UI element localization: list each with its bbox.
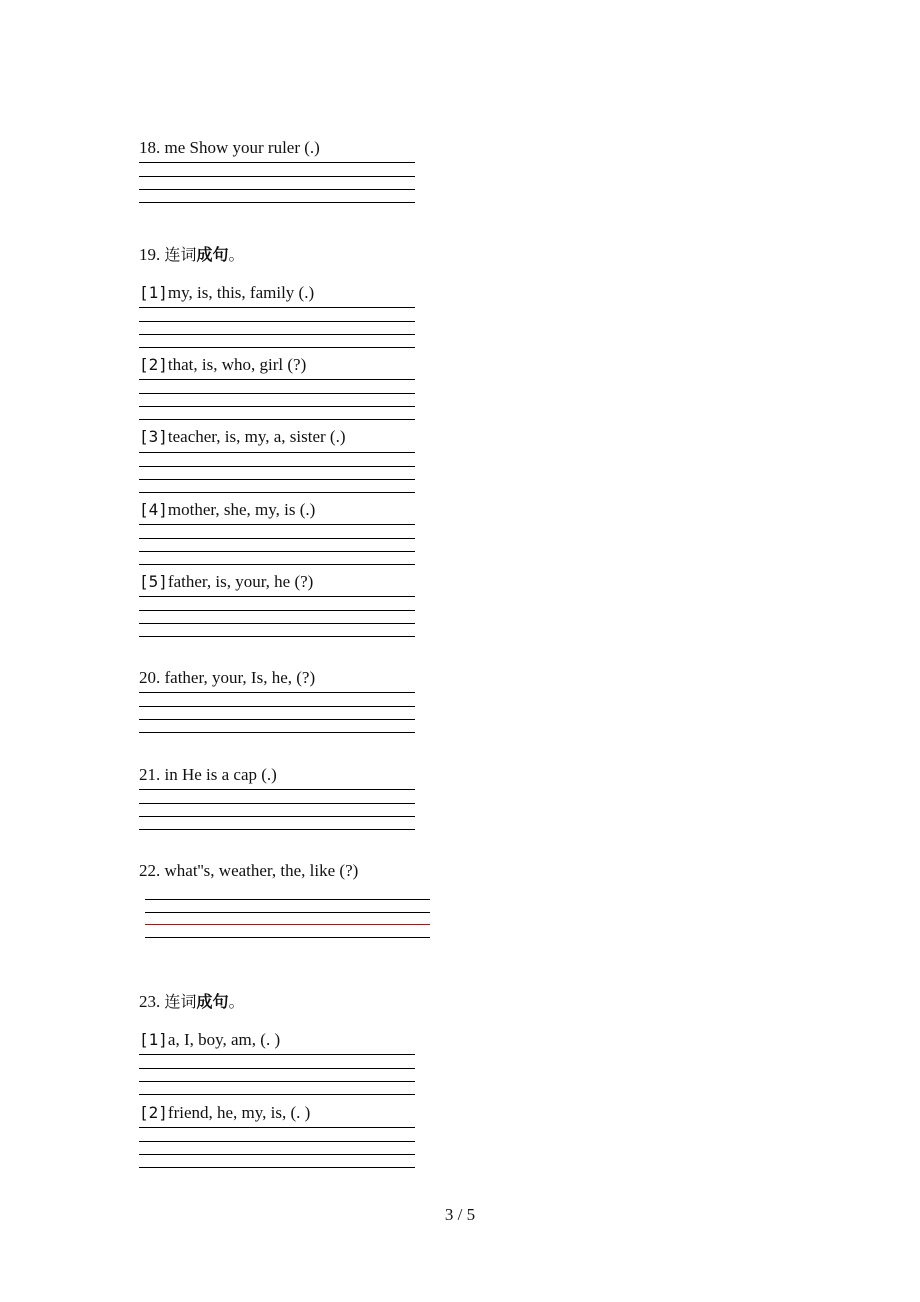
item-text: friend, he, my, is, (. ) [167,1103,311,1122]
item-text: teacher, is, my, a, sister (.) [167,427,346,446]
item-index: [4] [139,500,168,519]
question-19-item-4 [139,499,315,521]
answer-line[interactable] [139,564,415,565]
question-21: 21. in He is a cap (.) [139,765,277,784]
item-text: father, is, your, he (?) [167,572,314,591]
answer-line[interactable] [139,321,415,322]
item-text: a, I, boy, am, (. ) [167,1030,281,1049]
question-20: 20. father, your, Is, he, (?) [139,668,316,687]
answer-line[interactable] [139,1167,415,1168]
answer-line[interactable] [139,816,415,817]
answer-line[interactable] [139,803,415,804]
answer-line[interactable] [139,162,415,163]
answer-line[interactable] [139,347,415,348]
answer-line[interactable] [145,899,430,900]
item-text: my, is, this, family (.) [167,283,315,302]
answer-line[interactable] [139,307,415,308]
answer-line-accent[interactable] [145,924,430,925]
question-19-item-3 [139,426,346,448]
question-19-heading [139,244,245,266]
question-19-item-1 [139,282,314,304]
item-index: [5] [139,572,168,591]
answer-line[interactable] [139,1154,415,1155]
question-23-heading [139,991,245,1013]
prompt-part: 。 [228,245,245,264]
item-index: [1] [139,1030,168,1049]
answer-line[interactable] [139,466,415,467]
answer-line[interactable] [139,176,415,177]
question-19-item-2 [139,354,306,376]
answer-line[interactable] [139,189,415,190]
item-index: [1] [139,283,168,302]
answer-line[interactable] [139,1054,415,1055]
item-index: [3] [139,427,168,446]
answer-line[interactable] [139,551,415,552]
page-number: 3 / 5 [444,1205,476,1224]
answer-line[interactable] [139,1127,415,1128]
item-index: [2] [139,1103,168,1122]
answer-line[interactable] [139,1094,415,1095]
answer-line[interactable] [139,334,415,335]
answer-line[interactable] [139,1068,415,1069]
answer-line[interactable] [139,452,415,453]
question-19-item-5 [139,571,313,593]
prompt-part-bold: 成句 [196,992,229,1011]
answer-line[interactable] [139,789,415,790]
answer-line[interactable] [139,538,415,539]
answer-line[interactable] [139,732,415,733]
item-text: that, is, who, girl (?) [167,355,307,374]
answer-line[interactable] [139,1081,415,1082]
answer-line[interactable] [139,492,415,493]
prompt-part: 。 [228,992,245,1011]
answer-line[interactable] [145,937,430,938]
question-number: 19. [139,245,165,264]
question-18: 18. me Show your ruler (.) [139,138,320,157]
answer-line[interactable] [145,912,430,913]
question-23-item-1 [139,1029,280,1051]
question-number: 23. [139,992,165,1011]
answer-line[interactable] [139,596,415,597]
answer-line[interactable] [139,623,415,624]
answer-line[interactable] [139,419,415,420]
item-text: mother, she, my, is (.) [167,500,316,519]
question-23-item-2 [139,1102,310,1124]
answer-line[interactable] [139,524,415,525]
answer-line[interactable] [139,406,415,407]
answer-line[interactable] [139,719,415,720]
prompt-part-bold: 成句 [196,245,229,264]
answer-line[interactable] [139,610,415,611]
answer-line[interactable] [139,479,415,480]
prompt-part: 连词 [164,245,197,264]
answer-line[interactable] [139,1141,415,1142]
item-index: [2] [139,355,168,374]
answer-line[interactable] [139,636,415,637]
answer-line[interactable] [139,706,415,707]
answer-line[interactable] [139,829,415,830]
answer-line[interactable] [139,202,415,203]
prompt-part: 连词 [164,992,197,1011]
answer-line[interactable] [139,379,415,380]
answer-line[interactable] [139,692,415,693]
question-22: 22. what''s, weather, the, like (?) [139,861,359,880]
answer-line[interactable] [139,393,415,394]
